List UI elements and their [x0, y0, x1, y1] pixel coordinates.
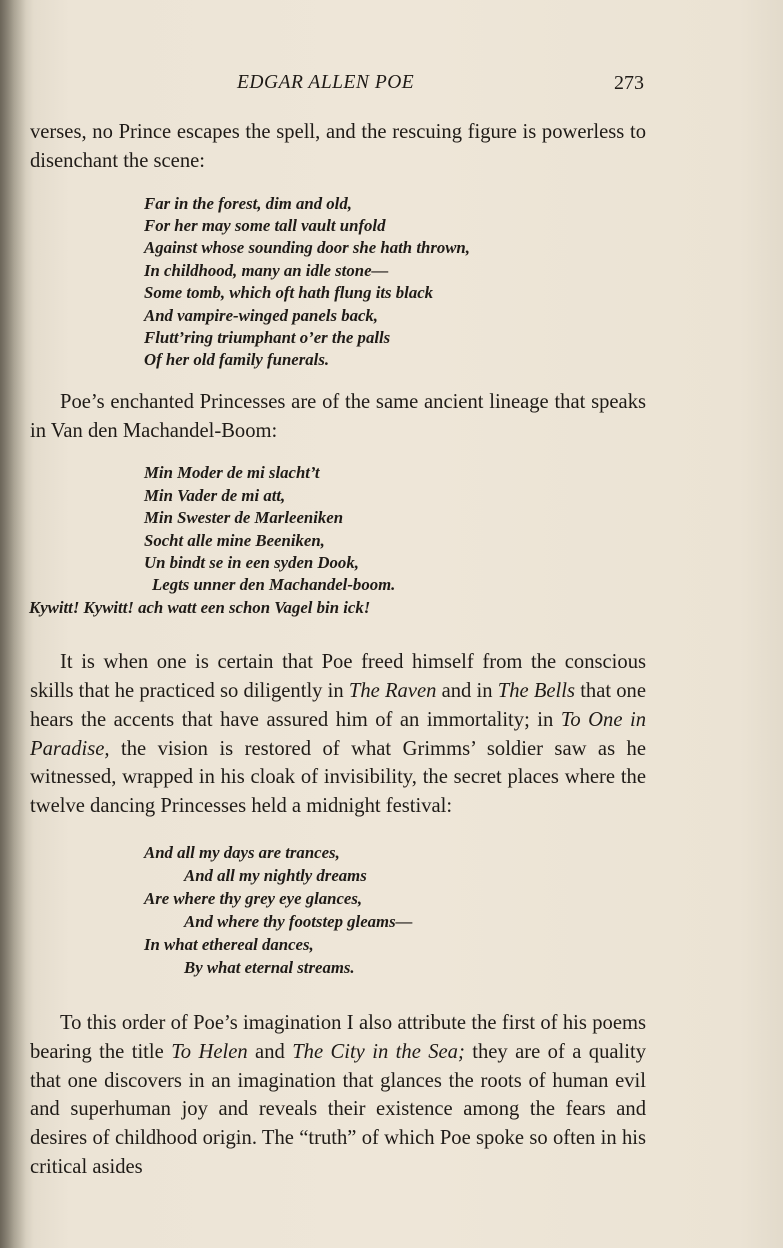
poem-line: Against whose sounding door she hath thrown, [144, 238, 470, 258]
poem-line: Un bindt se in een syden Dook, [144, 553, 359, 573]
poem-line: Some tomb, which oft hath flung its black [144, 283, 434, 303]
page-number: 273 [614, 72, 644, 94]
text-run: that one hears the accents that have assured him of an immortality; in [30, 680, 646, 731]
poem-line: Far in the forest, dim and old, [144, 193, 352, 213]
poem-line: Min Moder de mi slacht’t [144, 463, 320, 483]
paragraph-4 [30, 1009, 646, 1182]
poem-line: Flutt’ring triumphant o’er the palls [144, 328, 391, 348]
poem-line: Min Vader de mi att, [144, 485, 286, 505]
poem-line: Socht alle mine Beeniken, [144, 530, 325, 550]
poem-line: And all my nightly dreams [184, 866, 367, 886]
page-body [30, 118, 646, 1182]
work-title: To One in Paradise, [30, 708, 646, 760]
page-gutter-shadow [0, 0, 26, 1248]
poem-line: By what eternal streams. [184, 958, 355, 978]
paragraph-3 [30, 648, 646, 821]
text-run: It is when one is certain that Poe freed himself from the conscious skills that he practiced so diligently in [30, 651, 646, 703]
text-run: To this order of Poe’s imagination I also attribute the first of his poems bearing the title [30, 1012, 646, 1063]
paragraph-2: Poe’s enchanted Princesses are of the same ancient lineage that speaks in Van den Machandel-Boom: [30, 390, 646, 442]
poem-line: Of her old family funerals. [144, 350, 330, 370]
poem-line: Kywitt! Kywitt! ach watt een schon Vagel bin ick! [29, 597, 371, 617]
poem-excerpt-2 [30, 462, 646, 619]
work-title: The City in the Sea; [292, 1040, 465, 1063]
text-run: the vision is restored of what Grimms’ soldier saw as he witnessed, wrapped in his cloak of invisibility, the secret places where the twelve dancing Princesses held a midnight festival: [30, 737, 646, 818]
poem-line: Are where thy grey eye glances, [144, 889, 363, 909]
work-title: To Helen [171, 1040, 248, 1063]
work-title: The Bells [497, 680, 575, 703]
text-run: and [247, 1040, 293, 1063]
work-title: The Raven [348, 680, 437, 703]
poem-line: For her may some tall vault unfold [144, 216, 386, 235]
poem-line: In what ethereal dances, [144, 935, 314, 955]
text-run: they are of a quality that one discovers in an imagination that glances the roots of human evil and superhuman joy and reveals their existence among the fears and desires of childhood origin. The “truth” of which Poe spoke so often in his critical asides [30, 1040, 646, 1179]
poem-excerpt-1 [30, 193, 646, 372]
poem-line: In childhood, many an idle stone— [144, 260, 389, 280]
running-title: EDGAR ALLEN POE [237, 72, 415, 93]
poem-excerpt-3 [30, 841, 646, 979]
text-run: and in [436, 680, 498, 703]
poem-line: Min Swester de Marleeniken [144, 508, 344, 528]
poem-line: And all my days are trances, [144, 843, 340, 863]
poem-line: And where thy footstep gleams— [184, 912, 413, 932]
poem-line: And vampire-winged panels back, [144, 305, 379, 325]
page-header [0, 72, 783, 100]
poem-line: Legts unner den Machandel-boom. [152, 575, 396, 595]
paragraph-1: verses, no Prince escapes the spell, and the rescuing figure is powerless to disenchant the scene: [30, 121, 646, 172]
